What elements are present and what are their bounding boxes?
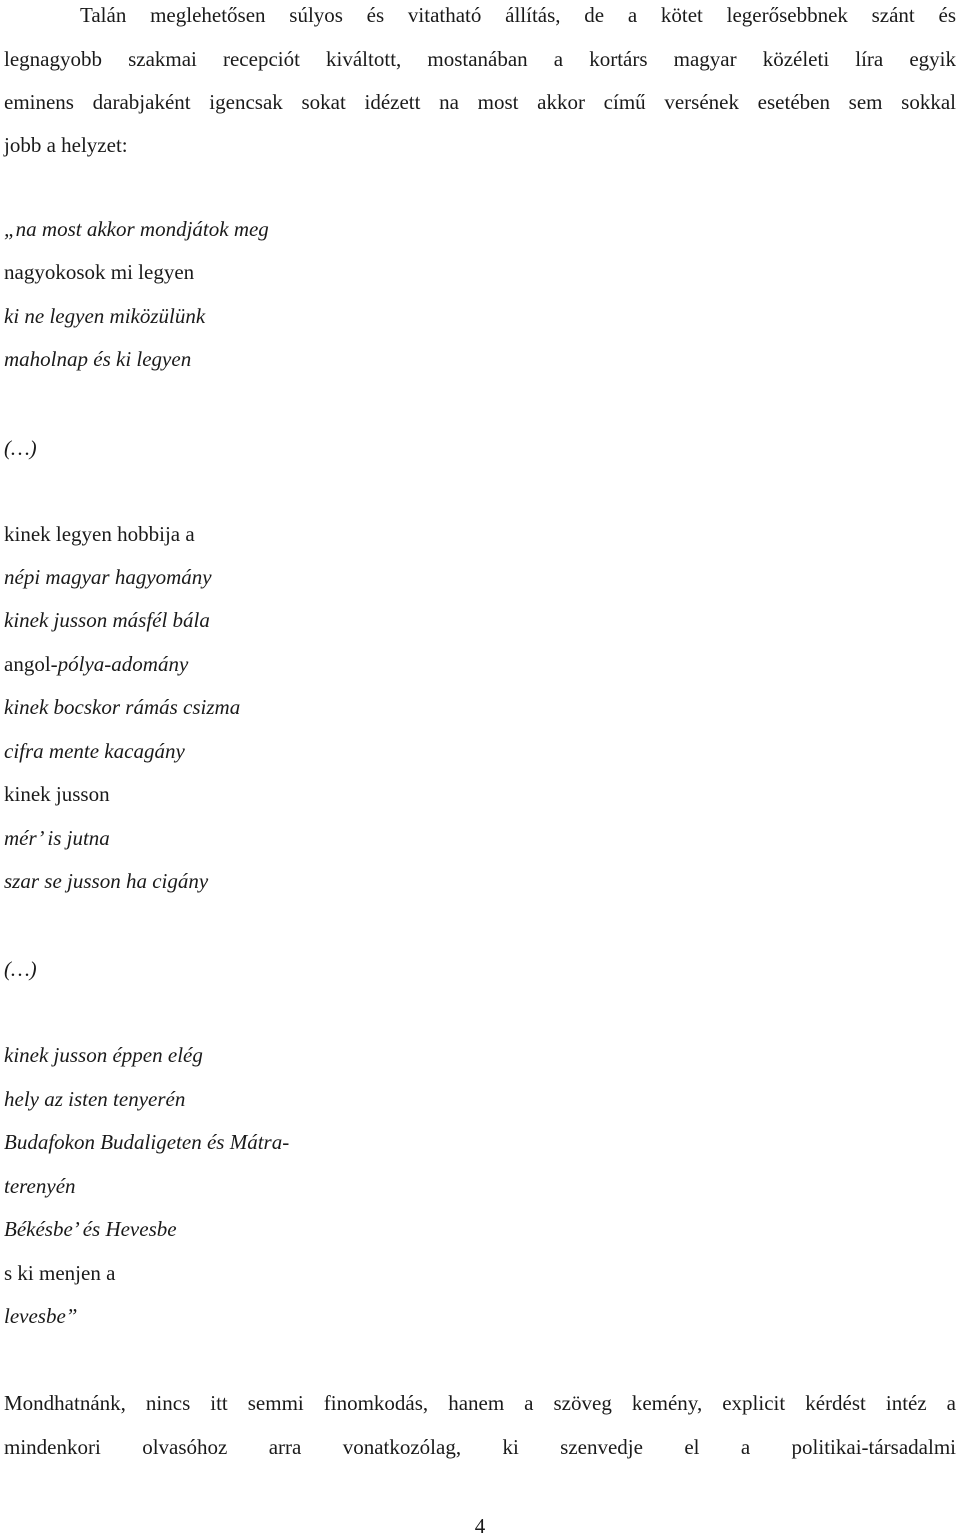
paragraph-line: mindenkori olvasóhoz arra vonatkozólag, ki szenvedje el a politikai-társadalmi [4,1435,956,1459]
poem-ellipsis: (…) [4,957,37,981]
page-number: 4 [474,1514,486,1538]
poem-line: népi magyar hagyomány [4,565,212,589]
poem-line: terenyén [4,1174,76,1198]
poem-line: Budafokon Budaligeten és Mátra- [4,1130,290,1154]
poem-line: nagyokosok mi legyen [4,260,195,284]
poem-line: kinek jusson [4,782,110,806]
poem-line: mér’ is jutna [4,826,110,850]
paragraph-line: Mondhatnánk, nincs itt semmi finomkodás, hanem a szöveg kemény, explicit kérdést intéz a [4,1391,956,1415]
poem-line: levesbe” [4,1304,78,1328]
poem-line: s ki menjen a [4,1261,116,1285]
poem-line: kinek legyen hobbija a [4,522,195,546]
paragraph-line: jobb a helyzet: [4,133,128,157]
paragraph-line: legnagyobb szakmai recepciót kiváltott, mostanában a kortárs magyar közéleti líra egyik [4,47,956,71]
paragraph-line: eminens darabjaként igencsak sokat idézett na most akkor című versének esetében sem sokkal [4,90,956,114]
poem-line: Békésbe’ és Hevesbe [4,1217,177,1241]
poem-line: angol-pólya-adomány [4,652,189,676]
poem-line: ki ne legyen miközülünk [4,304,206,328]
poem-line: maholnap és ki legyen [4,347,192,371]
poem-line: kinek bocskor rámás csizma [4,695,241,719]
poem-line: kinek jusson éppen elég [4,1043,203,1067]
poem-line: hely az isten tenyerén [4,1087,186,1111]
poem-line: szar se jusson ha cigány [4,869,209,893]
poem-line: kinek jusson másfél bála [4,608,210,632]
paragraph-line: Talán meglehetősen súlyos és vitatható állítás, de a kötet legerősebbnek szánt és [80,3,956,27]
poem-line: „na most akkor mondjátok meg [4,217,269,241]
poem-ellipsis: (…) [4,436,37,460]
poem-line: cifra mente kacagány [4,739,185,763]
